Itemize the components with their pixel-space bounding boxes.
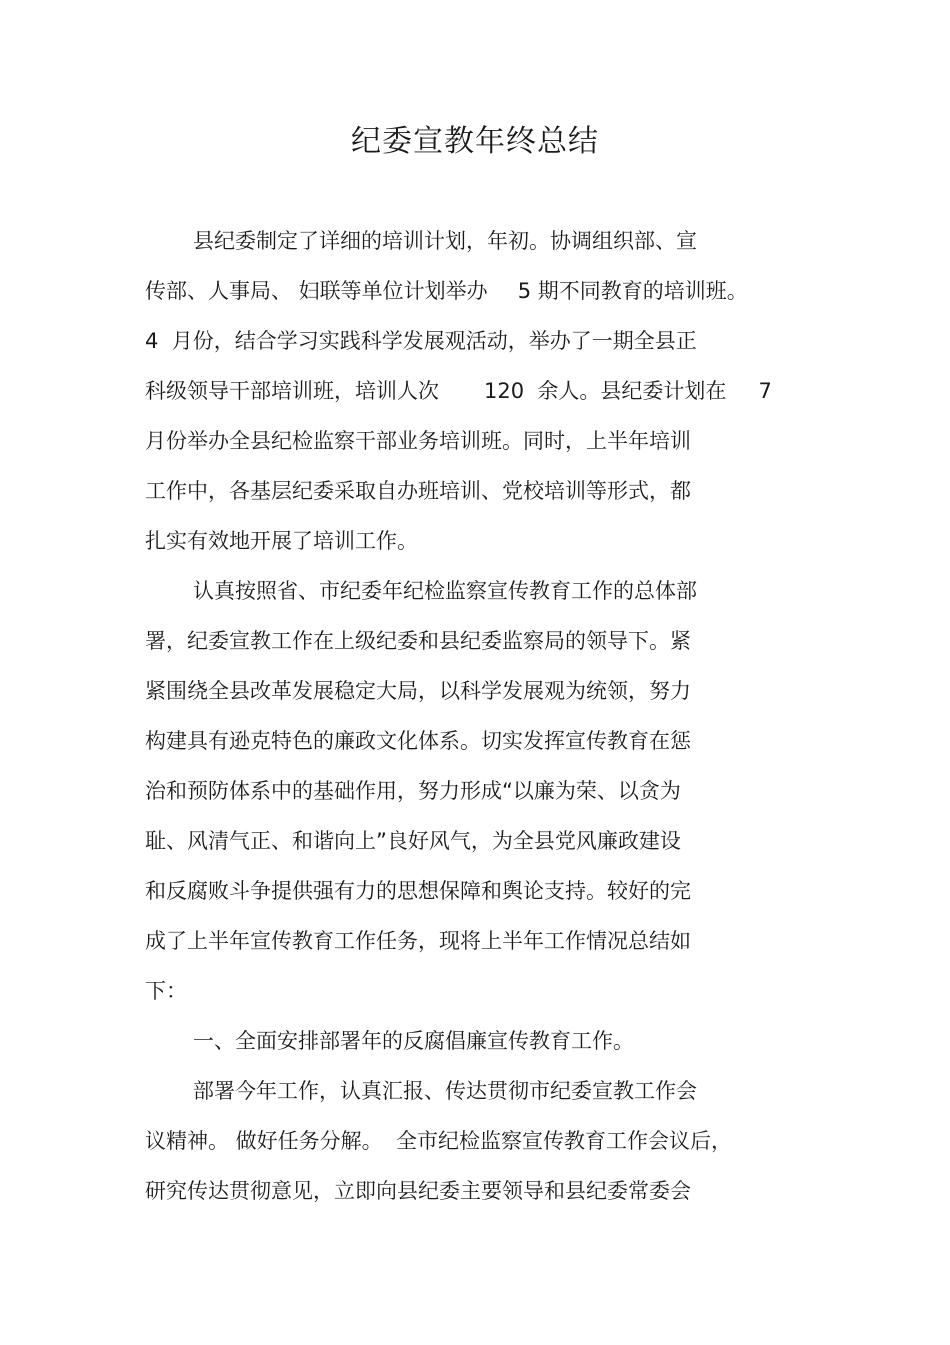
paragraph-line bbox=[145, 376, 772, 406]
paragraph-line: 认真按照省、市纪委年纪检监察宣传教育工作的总体部 bbox=[193, 579, 697, 603]
paragraph-line: 紧围绕全县改革发展稳定大局，以科学发展观为统领，努力 bbox=[145, 679, 691, 703]
paragraph-line: 议精神。 做好任务分解。 全市纪检监察宣传教育工作会议后， bbox=[145, 1129, 733, 1153]
line-segment: 120 余人。县纪委计划在 bbox=[484, 379, 727, 403]
paragraph-line: 县纪委制定了详细的培训计划，年初。协调组织部、宣 bbox=[193, 229, 697, 253]
line-segment: 科级领导干部培训班，培训人次 bbox=[145, 379, 439, 403]
paragraph-line: 署，纪委宣教工作在上级纪委和县纪委监察局的领导下。紧 bbox=[145, 629, 691, 653]
line-segment: 7 bbox=[758, 379, 772, 403]
paragraph-line: 下： bbox=[145, 979, 187, 1003]
paragraph-line: 研究传达贯彻意见，立即向县纪委主要领导和县纪委常委会 bbox=[145, 1179, 691, 1203]
paragraph-line: 和反腐败斗争提供强有力的思想保障和舆论支持。较好的完 bbox=[145, 879, 691, 903]
section-heading: 一、全面安排部署年的反腐倡廉宣传教育工作。 bbox=[193, 1029, 634, 1053]
paragraph-line: 成了上半年宣传教育工作任务，现将上半年工作情况总结如 bbox=[145, 929, 691, 953]
paragraph-line: 4 月份，结合学习实践科学发展观活动，举办了一期全县正 bbox=[145, 329, 697, 353]
line-segment: 5 期不同教育的培训班。 bbox=[517, 279, 748, 303]
paragraph-line: 构建具有逊克特色的廉政文化体系。切实发挥宣传教育在惩 bbox=[145, 729, 691, 753]
paragraph-line: 耻、风清气正、和谐向上”良好风气，为全县党风廉政建设 bbox=[145, 829, 681, 853]
paragraph-line: 月份举办全县纪检监察干部业务培训班。同时，上半年培训 bbox=[145, 429, 691, 453]
paragraph-line: 部署今年工作，认真汇报、传达贯彻市纪委宣教工作会 bbox=[193, 1079, 697, 1103]
paragraph-line: 治和预防体系中的基础作用，努力形成“以廉为荣、以贪为 bbox=[145, 779, 681, 803]
document-title: 纪委宣教年终总结 bbox=[351, 124, 599, 159]
paragraph-line bbox=[145, 276, 748, 306]
line-segment: 传部、人事局、 妇联等单位计划举办 bbox=[145, 279, 488, 303]
paragraph-line: 工作中，各基层纪委采取自办班培训、党校培训等形式，都 bbox=[145, 479, 691, 503]
paragraph-line: 扎实有效地开展了培训工作。 bbox=[145, 529, 418, 553]
